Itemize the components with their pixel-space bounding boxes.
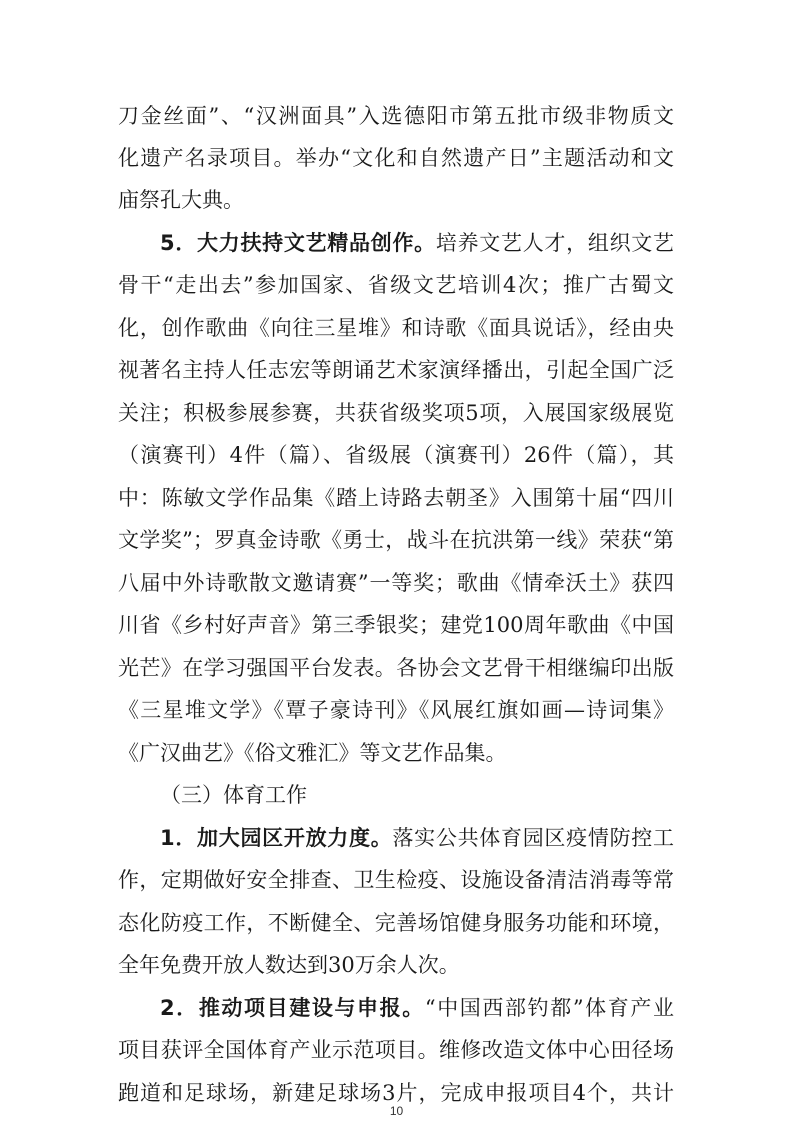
section-heading: （三）体育工作 xyxy=(160,783,307,807)
body-text-line: 骨干“走出去”参加国家、省级文艺培训4次；推广古蜀文 xyxy=(118,273,674,297)
body-text-line: 川省《乡村好声音》第三季银奖；建党100周年歌曲《中国 xyxy=(118,613,674,637)
body-text-line: 作，定期做好安全排查、卫生检疫、设施设备清洁消毒等常 xyxy=(118,868,674,892)
page-number: 10 xyxy=(389,1104,404,1118)
body-text-line: 态化防疫工作，不断健全、完善场馆健身服务功能和环境， xyxy=(118,911,674,935)
body-text-line: 《广汉曲艺》《俗文雅汇》等文艺作品集。 xyxy=(118,741,507,765)
body-text-line: 化，创作歌曲《向往三星堆》和诗歌《面具说话》，经由央 xyxy=(118,316,674,340)
body-text-line: 八届中外诗歌散文邀请赛”一等奖；歌曲《情牵沃土》获四 xyxy=(118,571,674,595)
body-text-line: （演赛刊）4件（篇）、省级展（演赛刊）26件（篇），其 xyxy=(118,443,674,467)
body-text-line: 项目获评全国体育产业示范项目。维修改造文体中心田径场 xyxy=(118,1038,674,1062)
paragraph-heading-line xyxy=(160,227,674,259)
body-text: 培养文艺人才，组织文艺 xyxy=(435,231,674,255)
body-text-line: 跑道和足球场，新建足球场3片，完成申报项目4个，共计 xyxy=(118,1081,674,1105)
body-text-line: 全年免费开放人数达到30万余人次。 xyxy=(118,953,460,977)
paragraph-heading-line xyxy=(160,992,674,1024)
body-text-line: 庙祭孔大典。 xyxy=(118,188,244,212)
body-text-line: 关注；积极参展参赛，共获省级奖项5项，入展国家级展览 xyxy=(118,401,674,425)
body-text-line: 文学奖”；罗真金诗歌《勇士，战斗在抗洪第一线》荣获“第 xyxy=(118,528,674,552)
body-text: 落实公共体育园区疫情防控工 xyxy=(392,826,674,850)
body-text: “中国西部钓都”体育产业 xyxy=(424,996,674,1020)
body-text-line: 视著名主持人任志宏等朗诵艺术家演绎播出，引起全国广泛 xyxy=(118,358,674,382)
body-text-line: 化遗产名录项目。举办“文化和自然遗产日”主题活动和文 xyxy=(118,146,674,170)
body-text-line: 中：陈敏文学作品集《踏上诗路去朝圣》入围第十届“四川 xyxy=(118,486,674,510)
paragraph-heading-line xyxy=(160,822,674,854)
paragraph-heading: 5．大力扶持文艺精品创作。 xyxy=(160,231,436,255)
paragraph-heading: 2．推动项目建设与申报。 xyxy=(160,996,425,1020)
body-text-line: 《三星堆文学》《覃子豪诗刊》《风展红旗如画—诗词集》 xyxy=(118,698,674,722)
body-text-line: 刀金丝面”、“汉洲面具”入选德阳市第五批市级非物质文 xyxy=(118,104,674,128)
body-text-line: 光芒》在学习强国平台发表。各协会文艺骨干相继编印出版 xyxy=(118,656,674,680)
paragraph-heading: 1．加大园区开放力度。 xyxy=(160,826,393,850)
